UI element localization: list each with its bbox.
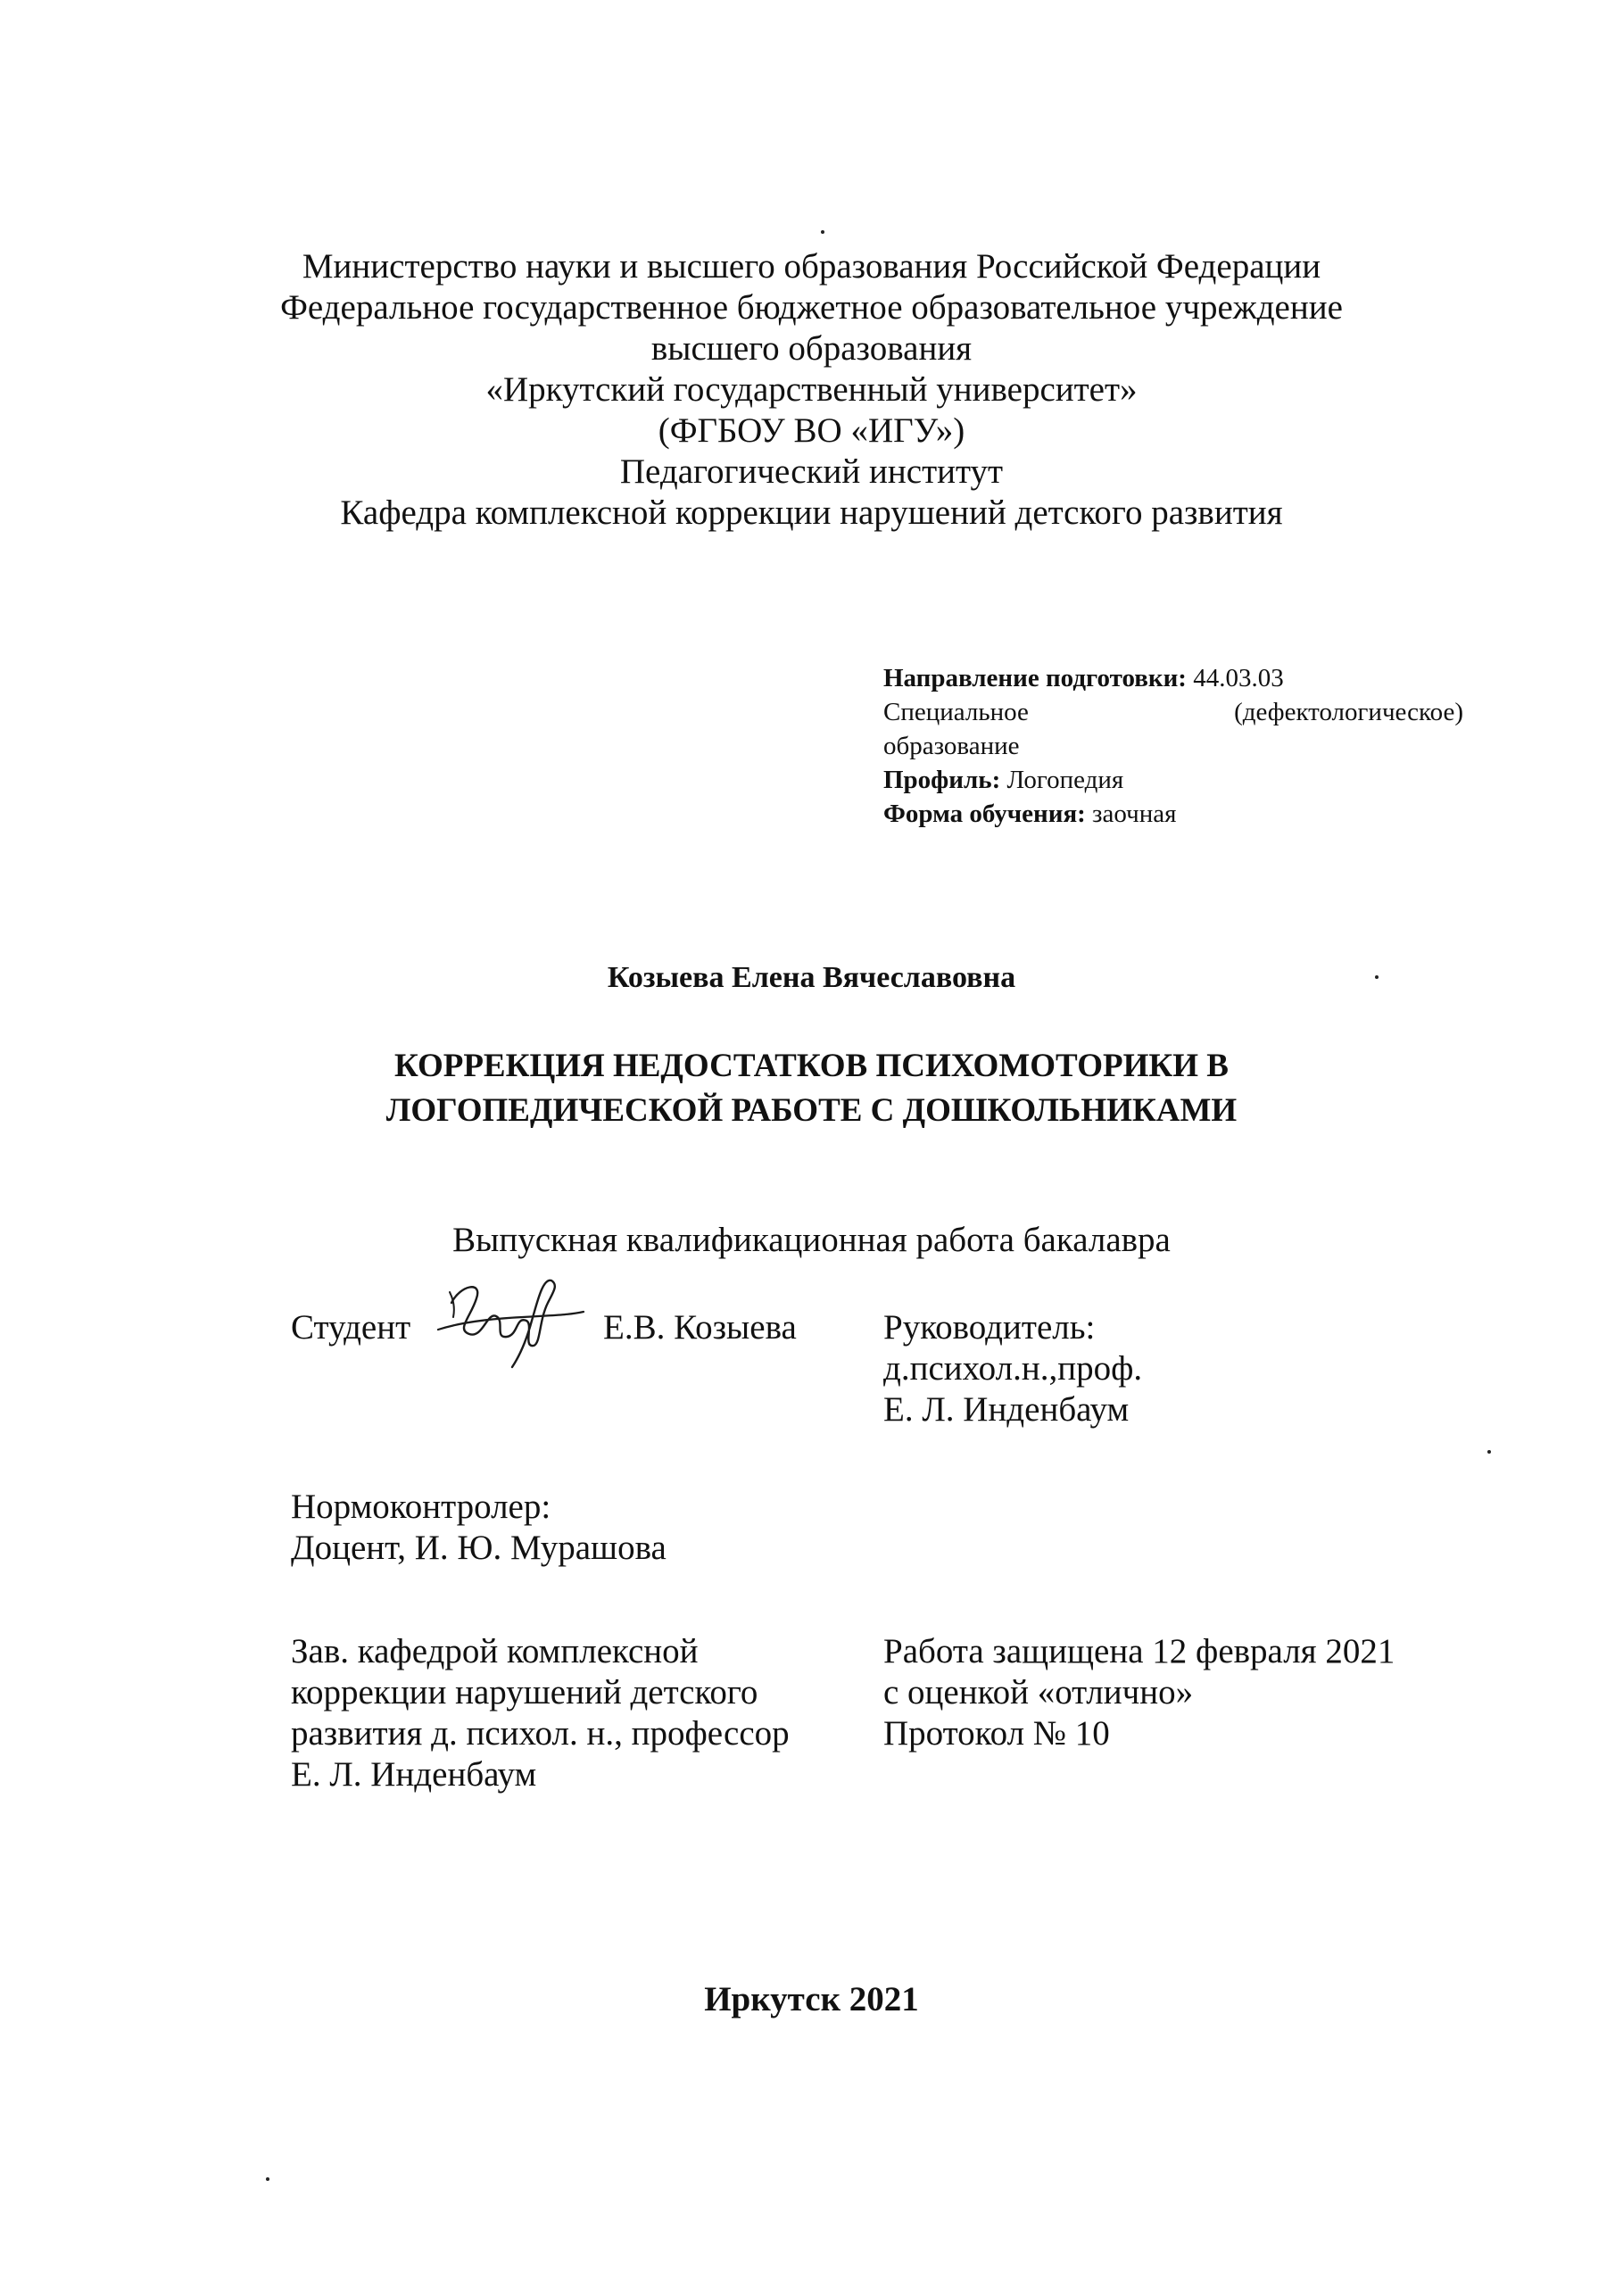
- normcontrol-block: [291, 1487, 667, 1569]
- head-line: развития д. психол. н., профессор: [291, 1714, 790, 1753]
- head-of-department-block: [291, 1631, 790, 1795]
- supervisor-block: [883, 1307, 1142, 1430]
- defense-line: Протокол № 10: [883, 1714, 1110, 1753]
- scan-speck: [1375, 975, 1379, 979]
- thesis-title-line: КОРРЕКЦИЯ НЕДОСТАТКОВ ПСИХОМОТОРИКИ В: [394, 1048, 1229, 1084]
- direction-name-word: образование: [883, 732, 1020, 760]
- head-line: Е. Л. Инденбаум: [291, 1755, 537, 1794]
- thesis-title-line: ЛОГОПЕДИЧЕСКОЙ РАБОТЕ С ДОШКОЛЬНИКАМИ: [385, 1092, 1238, 1129]
- defense-line: с оценкой «отлично»: [883, 1673, 1194, 1712]
- student-name: Е.В. Козыева: [603, 1308, 797, 1347]
- defense-block: [883, 1631, 1395, 1754]
- university-type-line: Федеральное государственное бюджетное образовательное учреждение: [280, 288, 1343, 327]
- head-line: коррекции нарушений детского: [291, 1673, 758, 1712]
- head-line: Зав. кафедрой комплексной: [291, 1632, 699, 1670]
- university-name-line: «Иркутский государственный университет»: [485, 370, 1138, 409]
- study-form-value: заочная: [1092, 800, 1177, 828]
- normcontrol-name: Доцент, И. Ю. Мурашова: [291, 1529, 667, 1567]
- education-level-line: высшего образования: [650, 329, 973, 368]
- supervisor-name: Е. Л. Инденбаум: [883, 1390, 1130, 1429]
- city-year: Иркутск 2021: [704, 1980, 919, 2018]
- study-direction-block: [883, 661, 1463, 831]
- university-abbr-line: (ФГБОУ ВО «ИГУ»): [658, 411, 965, 450]
- normcontrol-label: Нормоконтролер:: [291, 1488, 551, 1526]
- student-signature: [434, 1267, 585, 1374]
- defense-line: Работа защищена 12 февраля 2021: [883, 1632, 1395, 1670]
- profile-value: Логопедия: [1006, 766, 1124, 794]
- supervisor-label: Руководитель:: [883, 1308, 1096, 1347]
- work-type: Выпускная квалификационная работа бакалавра: [452, 1221, 1171, 1259]
- institute-line: Педагогический институт: [619, 452, 1004, 491]
- direction-name-word: (дефектологическое): [1234, 698, 1463, 726]
- profile-label: Профиль:: [883, 766, 1001, 794]
- ministry-line: Министерство науки и высшего образования Российской Федерации: [302, 247, 1321, 286]
- direction-code: 44.03.03: [1193, 664, 1284, 692]
- supervisor-degree: д.психол.н.,проф.: [883, 1349, 1143, 1388]
- author-name: Козыева Елена Вячеславовна: [607, 961, 1016, 994]
- study-form-label: Форма обучения:: [883, 800, 1086, 828]
- thesis-title: [0, 1044, 1623, 1133]
- student-label: Студент: [291, 1308, 411, 1347]
- scan-speck: [1487, 1450, 1491, 1454]
- scan-speck: [266, 2177, 269, 2181]
- direction-label: Направление подготовки:: [883, 664, 1187, 692]
- institution-header: [0, 246, 1623, 534]
- scan-speck: [821, 230, 824, 234]
- department-line: Кафедра комплексной коррекции нарушений детского развития: [340, 493, 1283, 532]
- direction-name-word: Специальное: [883, 698, 1029, 726]
